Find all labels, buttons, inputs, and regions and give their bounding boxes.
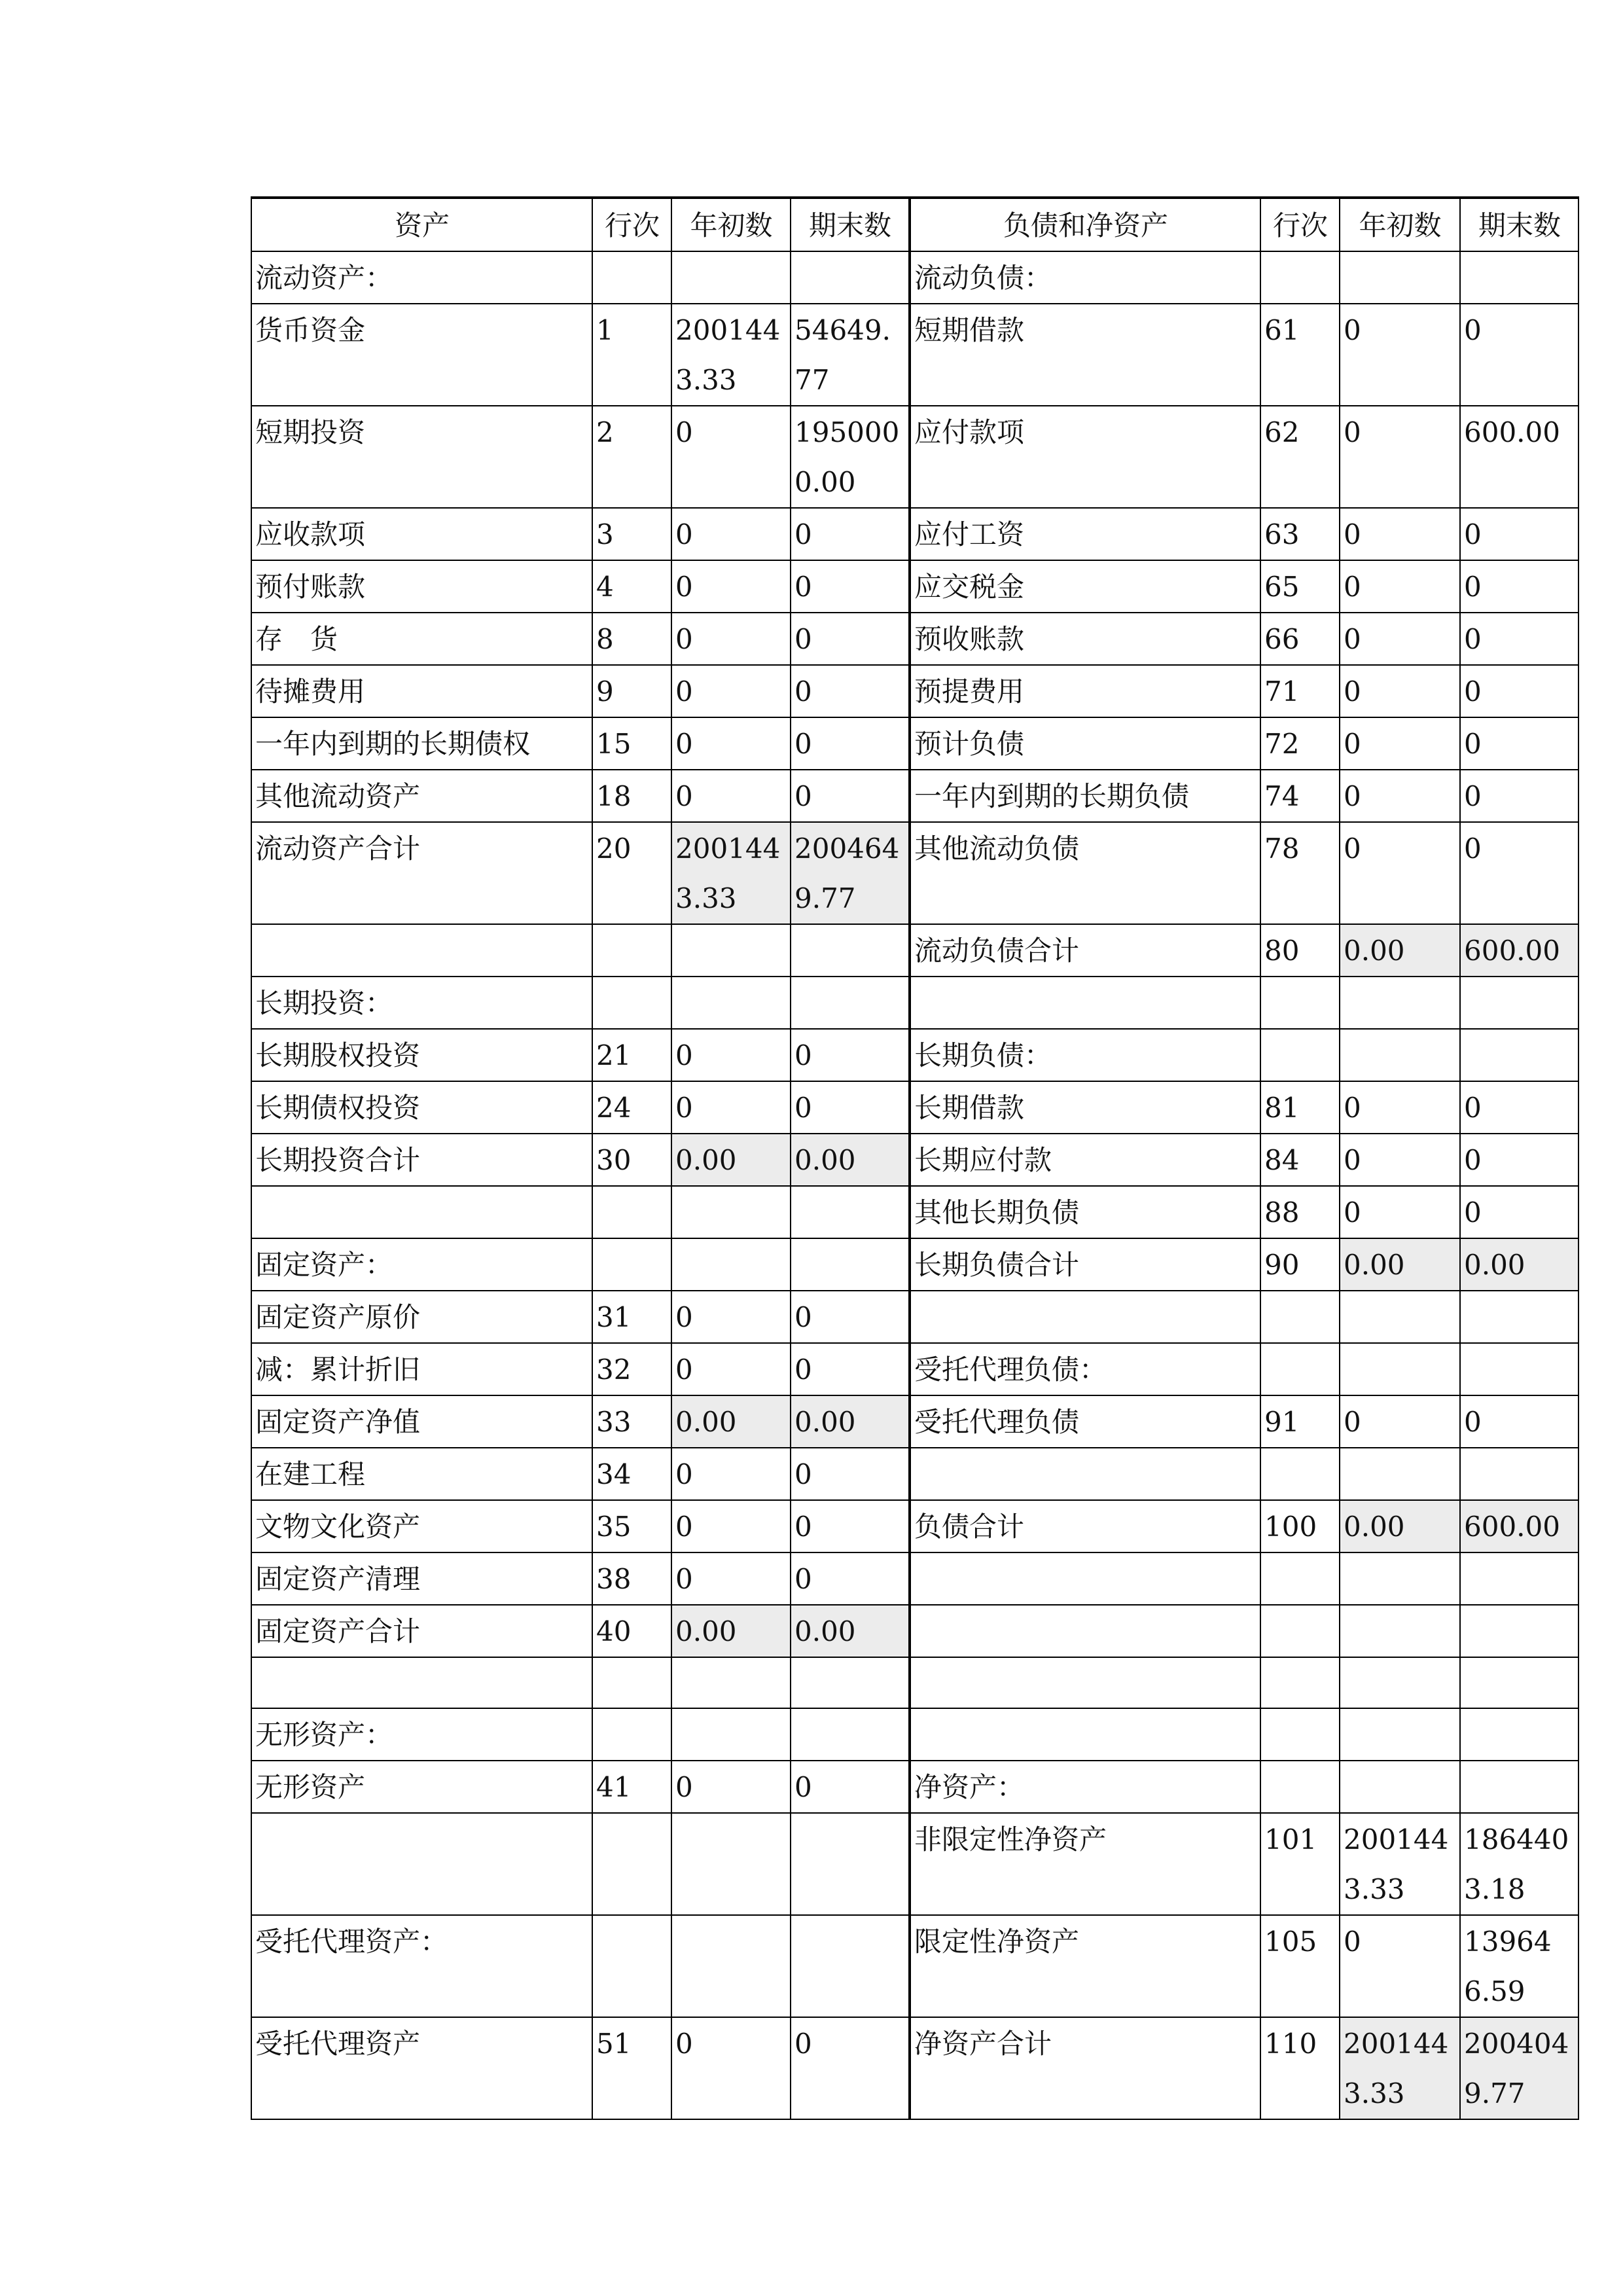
liability-begin [1340, 1708, 1460, 1761]
asset-end: 0 [791, 770, 910, 822]
table-row [251, 1605, 1578, 1657]
asset-end: 0 [791, 1291, 910, 1343]
asset-name: 长期投资： [251, 977, 592, 1029]
asset-name [251, 1657, 592, 1708]
liability-begin: 2001443.33 [1340, 2017, 1460, 2119]
asset-name [251, 1813, 592, 1915]
liability-name: 短期借款 [910, 304, 1260, 406]
liability-name: 一年内到期的长期负债 [910, 770, 1260, 822]
asset-begin: 0 [671, 2017, 791, 2119]
liability-begin [1340, 1029, 1460, 1081]
liability-name: 预收账款 [910, 613, 1260, 665]
asset-end: 0 [791, 1448, 910, 1500]
liability-name: 应付款项 [910, 406, 1260, 508]
asset-line-no [592, 1238, 671, 1291]
liability-end: 0 [1460, 508, 1578, 560]
asset-line-no: 4 [592, 560, 671, 613]
liability-end: 0 [1460, 1395, 1578, 1448]
liability-line-no: 65 [1260, 560, 1340, 613]
asset-begin: 0 [671, 717, 791, 770]
liability-line-no [1260, 1552, 1340, 1605]
asset-begin [671, 924, 791, 977]
asset-line-no: 8 [592, 613, 671, 665]
liability-line-no [1260, 251, 1340, 304]
asset-name: 一年内到期的长期债权 [251, 717, 592, 770]
asset-name: 存 货 [251, 613, 592, 665]
liability-name: 应交税金 [910, 560, 1260, 613]
liability-begin: 2001443.33 [1340, 1813, 1460, 1915]
asset-name: 其他流动资产 [251, 770, 592, 822]
asset-end: 1950000.00 [791, 406, 910, 508]
asset-end [791, 924, 910, 977]
liability-begin: 0 [1340, 304, 1460, 406]
liability-name: 其他流动负债 [910, 822, 1260, 924]
liability-end [1460, 1761, 1578, 1813]
table-row [251, 251, 1578, 304]
liability-end: 0 [1460, 822, 1578, 924]
liability-begin [1340, 1448, 1460, 1500]
table-row [251, 1395, 1578, 1448]
table-row [251, 304, 1578, 406]
asset-begin [671, 1657, 791, 1708]
asset-end: 0 [791, 508, 910, 560]
asset-name: 无形资产： [251, 1708, 592, 1761]
liability-name: 限定性净资产 [910, 1915, 1260, 2017]
liability-line-no: 105 [1260, 1915, 1340, 2017]
liability-begin [1340, 1657, 1460, 1708]
liability-line-no: 100 [1260, 1500, 1340, 1552]
table-row [251, 560, 1578, 613]
asset-end [791, 977, 910, 1029]
liability-line-no: 110 [1260, 2017, 1340, 2119]
asset-begin [671, 251, 791, 304]
liability-name: 预计负债 [910, 717, 1260, 770]
liability-name: 其他长期负债 [910, 1186, 1260, 1238]
asset-name: 受托代理资产 [251, 2017, 592, 2119]
table-row [251, 665, 1578, 717]
header-liabilities-net-assets: 负债和净资产 [910, 198, 1260, 251]
liability-line-no [1260, 1657, 1340, 1708]
table-row [251, 1029, 1578, 1081]
asset-name: 预付账款 [251, 560, 592, 613]
asset-line-no: 30 [592, 1134, 671, 1186]
liability-begin: 0.00 [1340, 1238, 1460, 1291]
liability-name [910, 1657, 1260, 1708]
asset-end [791, 1915, 910, 2017]
liability-end: 0 [1460, 613, 1578, 665]
liability-line-no: 71 [1260, 665, 1340, 717]
liability-line-no: 80 [1260, 924, 1340, 977]
table-row [251, 822, 1578, 924]
liability-name [910, 1448, 1260, 1500]
liability-line-no: 88 [1260, 1186, 1340, 1238]
table-row [251, 770, 1578, 822]
table-row [251, 2017, 1578, 2119]
table-row [251, 1813, 1578, 1915]
liability-line-no: 81 [1260, 1081, 1340, 1134]
liability-begin: 0 [1340, 717, 1460, 770]
asset-begin [671, 1813, 791, 1915]
liability-line-no: 74 [1260, 770, 1340, 822]
liability-begin [1340, 977, 1460, 1029]
balance-sheet [251, 196, 1579, 2120]
liability-end [1460, 1343, 1578, 1395]
asset-name: 长期股权投资 [251, 1029, 592, 1081]
asset-name: 流动资产： [251, 251, 592, 304]
liability-end [1460, 1448, 1578, 1500]
liability-end: 0 [1460, 665, 1578, 717]
asset-begin: 0 [671, 1029, 791, 1081]
asset-end [791, 1657, 910, 1708]
asset-line-no [592, 1186, 671, 1238]
asset-name [251, 924, 592, 977]
asset-end [791, 1813, 910, 1915]
liability-end: 0 [1460, 717, 1578, 770]
asset-end [791, 1708, 910, 1761]
table-row [251, 508, 1578, 560]
asset-line-no: 9 [592, 665, 671, 717]
asset-line-no: 31 [592, 1291, 671, 1343]
table-row [251, 1708, 1578, 1761]
liability-line-no [1260, 1605, 1340, 1657]
liability-begin: 0 [1340, 508, 1460, 560]
asset-begin: 0 [671, 508, 791, 560]
asset-begin [671, 1186, 791, 1238]
liability-line-no [1260, 1291, 1340, 1343]
asset-name: 流动资产合计 [251, 822, 592, 924]
table-row [251, 1915, 1578, 2017]
table-row [251, 613, 1578, 665]
balance-sheet-table [251, 196, 1579, 2120]
liability-line-no [1260, 1029, 1340, 1081]
liability-line-no: 84 [1260, 1134, 1340, 1186]
header-line-no-right: 行次 [1260, 198, 1340, 251]
liability-begin: 0 [1340, 613, 1460, 665]
asset-end [791, 1238, 910, 1291]
liability-line-no: 90 [1260, 1238, 1340, 1291]
asset-end [791, 1186, 910, 1238]
table-row [251, 1134, 1578, 1186]
asset-line-no [592, 977, 671, 1029]
liability-line-no: 78 [1260, 822, 1340, 924]
balance-sheet-body [251, 198, 1578, 2119]
table-row [251, 1186, 1578, 1238]
asset-begin: 0 [671, 1291, 791, 1343]
liability-end [1460, 1029, 1578, 1081]
asset-begin: 0 [671, 1343, 791, 1395]
liability-name: 负债合计 [910, 1500, 1260, 1552]
asset-line-no [592, 924, 671, 977]
liability-begin: 0.00 [1340, 924, 1460, 977]
asset-line-no: 20 [592, 822, 671, 924]
liability-end: 0 [1460, 1134, 1578, 1186]
header-end-balance: 期末数 [791, 198, 910, 251]
asset-end: 2004649.77 [791, 822, 910, 924]
asset-name: 长期投资合计 [251, 1134, 592, 1186]
asset-begin: 0.00 [671, 1395, 791, 1448]
table-row [251, 1657, 1578, 1708]
liability-begin: 0 [1340, 1134, 1460, 1186]
asset-line-no: 2 [592, 406, 671, 508]
table-row [251, 1343, 1578, 1395]
asset-line-no [592, 1915, 671, 2017]
liability-line-no: 91 [1260, 1395, 1340, 1448]
liability-name [910, 1291, 1260, 1343]
asset-line-no: 3 [592, 508, 671, 560]
asset-begin: 0 [671, 770, 791, 822]
liability-end: 600.00 [1460, 406, 1578, 508]
asset-end: 0.00 [791, 1134, 910, 1186]
asset-end: 0.00 [791, 1605, 910, 1657]
liability-begin: 0 [1340, 1915, 1460, 2017]
liability-end [1460, 1552, 1578, 1605]
asset-end: 0 [791, 1029, 910, 1081]
liability-name: 净资产： [910, 1761, 1260, 1813]
liability-line-no [1260, 1761, 1340, 1813]
liability-begin [1340, 1552, 1460, 1605]
asset-line-no: 51 [592, 2017, 671, 2119]
liability-name: 长期借款 [910, 1081, 1260, 1134]
liability-name: 非限定性净资产 [910, 1813, 1260, 1915]
liability-name: 长期应付款 [910, 1134, 1260, 1186]
table-row [251, 717, 1578, 770]
asset-line-no [592, 1657, 671, 1708]
asset-begin [671, 1238, 791, 1291]
asset-name: 固定资产合计 [251, 1605, 592, 1657]
liability-line-no: 72 [1260, 717, 1340, 770]
liability-line-no: 101 [1260, 1813, 1340, 1915]
liability-end: 0 [1460, 560, 1578, 613]
liability-begin: 0 [1340, 665, 1460, 717]
liability-end: 0 [1460, 770, 1578, 822]
asset-begin: 0 [671, 560, 791, 613]
liability-end [1460, 1291, 1578, 1343]
asset-end: 0 [791, 717, 910, 770]
asset-name: 文物文化资产 [251, 1500, 592, 1552]
asset-begin [671, 977, 791, 1029]
liability-end [1460, 1708, 1578, 1761]
table-row [251, 1238, 1578, 1291]
liability-begin: 0 [1340, 1081, 1460, 1134]
liability-begin: 0.00 [1340, 1500, 1460, 1552]
asset-line-no: 38 [592, 1552, 671, 1605]
asset-name: 固定资产净值 [251, 1395, 592, 1448]
liability-end: 2004049.77 [1460, 2017, 1578, 2119]
table-row [251, 1500, 1578, 1552]
asset-line-no: 24 [592, 1081, 671, 1134]
header-line-no: 行次 [592, 198, 671, 251]
asset-line-no: 32 [592, 1343, 671, 1395]
liability-end [1460, 1605, 1578, 1657]
asset-name: 无形资产 [251, 1761, 592, 1813]
liability-end: 1864403.18 [1460, 1813, 1578, 1915]
asset-begin: 0.00 [671, 1134, 791, 1186]
liability-name: 流动负债： [910, 251, 1260, 304]
liability-begin [1340, 251, 1460, 304]
asset-begin: 0 [671, 1500, 791, 1552]
asset-name: 应收款项 [251, 508, 592, 560]
asset-line-no: 34 [592, 1448, 671, 1500]
liability-begin [1340, 1343, 1460, 1395]
liability-name: 净资产合计 [910, 2017, 1260, 2119]
asset-name: 固定资产原价 [251, 1291, 592, 1343]
liability-begin [1340, 1605, 1460, 1657]
liability-name [910, 1605, 1260, 1657]
asset-line-no: 18 [592, 770, 671, 822]
asset-name: 货币资金 [251, 304, 592, 406]
table-row [251, 1081, 1578, 1134]
asset-name: 受托代理资产： [251, 1915, 592, 2017]
header-end-balance-right: 期末数 [1460, 198, 1578, 251]
asset-end: 0 [791, 1343, 910, 1395]
table-row [251, 977, 1578, 1029]
asset-name: 短期投资 [251, 406, 592, 508]
liability-name [910, 1708, 1260, 1761]
asset-end: 0 [791, 613, 910, 665]
liability-line-no [1260, 1708, 1340, 1761]
liability-begin [1340, 1291, 1460, 1343]
asset-begin: 0 [671, 665, 791, 717]
liability-begin: 0 [1340, 770, 1460, 822]
table-row [251, 1761, 1578, 1813]
header-begin-balance: 年初数 [671, 198, 791, 251]
asset-line-no: 15 [592, 717, 671, 770]
asset-begin: 2001443.33 [671, 304, 791, 406]
asset-begin: 0 [671, 1081, 791, 1134]
header-assets: 资产 [251, 198, 592, 251]
liability-line-no [1260, 1448, 1340, 1500]
asset-end: 0 [791, 1552, 910, 1605]
liability-begin: 0 [1340, 1395, 1460, 1448]
liability-end: 139646.59 [1460, 1915, 1578, 2017]
liability-name [910, 1552, 1260, 1605]
liability-name: 应付工资 [910, 508, 1260, 560]
liability-begin: 0 [1340, 560, 1460, 613]
header-row [251, 198, 1578, 251]
liability-end: 0 [1460, 304, 1578, 406]
liability-end: 600.00 [1460, 1500, 1578, 1552]
table-row [251, 406, 1578, 508]
asset-end: 0 [791, 2017, 910, 2119]
liability-name: 长期负债合计 [910, 1238, 1260, 1291]
table-row [251, 1448, 1578, 1500]
asset-begin: 0 [671, 1448, 791, 1500]
liability-name: 长期负债： [910, 1029, 1260, 1081]
liability-line-no: 63 [1260, 508, 1340, 560]
liability-begin: 0 [1340, 822, 1460, 924]
asset-begin [671, 1915, 791, 2017]
liability-end: 600.00 [1460, 924, 1578, 977]
liability-end: 0 [1460, 1186, 1578, 1238]
liability-end: 0 [1460, 1081, 1578, 1134]
asset-line-no [592, 251, 671, 304]
asset-line-no: 1 [592, 304, 671, 406]
asset-begin: 0.00 [671, 1605, 791, 1657]
liability-end [1460, 251, 1578, 304]
asset-end: 0 [791, 560, 910, 613]
asset-line-no: 40 [592, 1605, 671, 1657]
table-row [251, 1552, 1578, 1605]
asset-line-no [592, 1813, 671, 1915]
liability-begin [1340, 1761, 1460, 1813]
asset-begin: 0 [671, 1761, 791, 1813]
asset-line-no: 21 [592, 1029, 671, 1081]
asset-name: 长期债权投资 [251, 1081, 592, 1134]
liability-line-no: 66 [1260, 613, 1340, 665]
liability-begin: 0 [1340, 406, 1460, 508]
asset-name: 固定资产清理 [251, 1552, 592, 1605]
asset-end: 0.00 [791, 1395, 910, 1448]
liability-line-no: 62 [1260, 406, 1340, 508]
asset-line-no: 33 [592, 1395, 671, 1448]
asset-end [791, 251, 910, 304]
liability-line-no: 61 [1260, 304, 1340, 406]
asset-end: 0 [791, 1761, 910, 1813]
asset-begin: 0 [671, 406, 791, 508]
liability-end [1460, 977, 1578, 1029]
liability-name: 预提费用 [910, 665, 1260, 717]
asset-end: 0 [791, 1081, 910, 1134]
asset-name: 固定资产： [251, 1238, 592, 1291]
asset-begin: 0 [671, 613, 791, 665]
asset-begin [671, 1708, 791, 1761]
asset-name: 待摊费用 [251, 665, 592, 717]
asset-end: 0 [791, 1500, 910, 1552]
asset-end: 0 [791, 665, 910, 717]
table-row [251, 1291, 1578, 1343]
asset-begin: 2001443.33 [671, 822, 791, 924]
liability-line-no [1260, 1343, 1340, 1395]
asset-line-no: 41 [592, 1761, 671, 1813]
liability-name [910, 977, 1260, 1029]
liability-name: 受托代理负债： [910, 1343, 1260, 1395]
asset-line-no [592, 1708, 671, 1761]
asset-end: 54649.77 [791, 304, 910, 406]
liability-name: 流动负债合计 [910, 924, 1260, 977]
asset-name [251, 1186, 592, 1238]
liability-begin: 0 [1340, 1186, 1460, 1238]
asset-begin: 0 [671, 1552, 791, 1605]
liability-line-no [1260, 977, 1340, 1029]
asset-line-no: 35 [592, 1500, 671, 1552]
liability-end: 0.00 [1460, 1238, 1578, 1291]
liability-end [1460, 1657, 1578, 1708]
table-row [251, 924, 1578, 977]
liability-name: 受托代理负债 [910, 1395, 1260, 1448]
asset-name: 在建工程 [251, 1448, 592, 1500]
header-begin-balance-right: 年初数 [1340, 198, 1460, 251]
asset-name: 减：累计折旧 [251, 1343, 592, 1395]
